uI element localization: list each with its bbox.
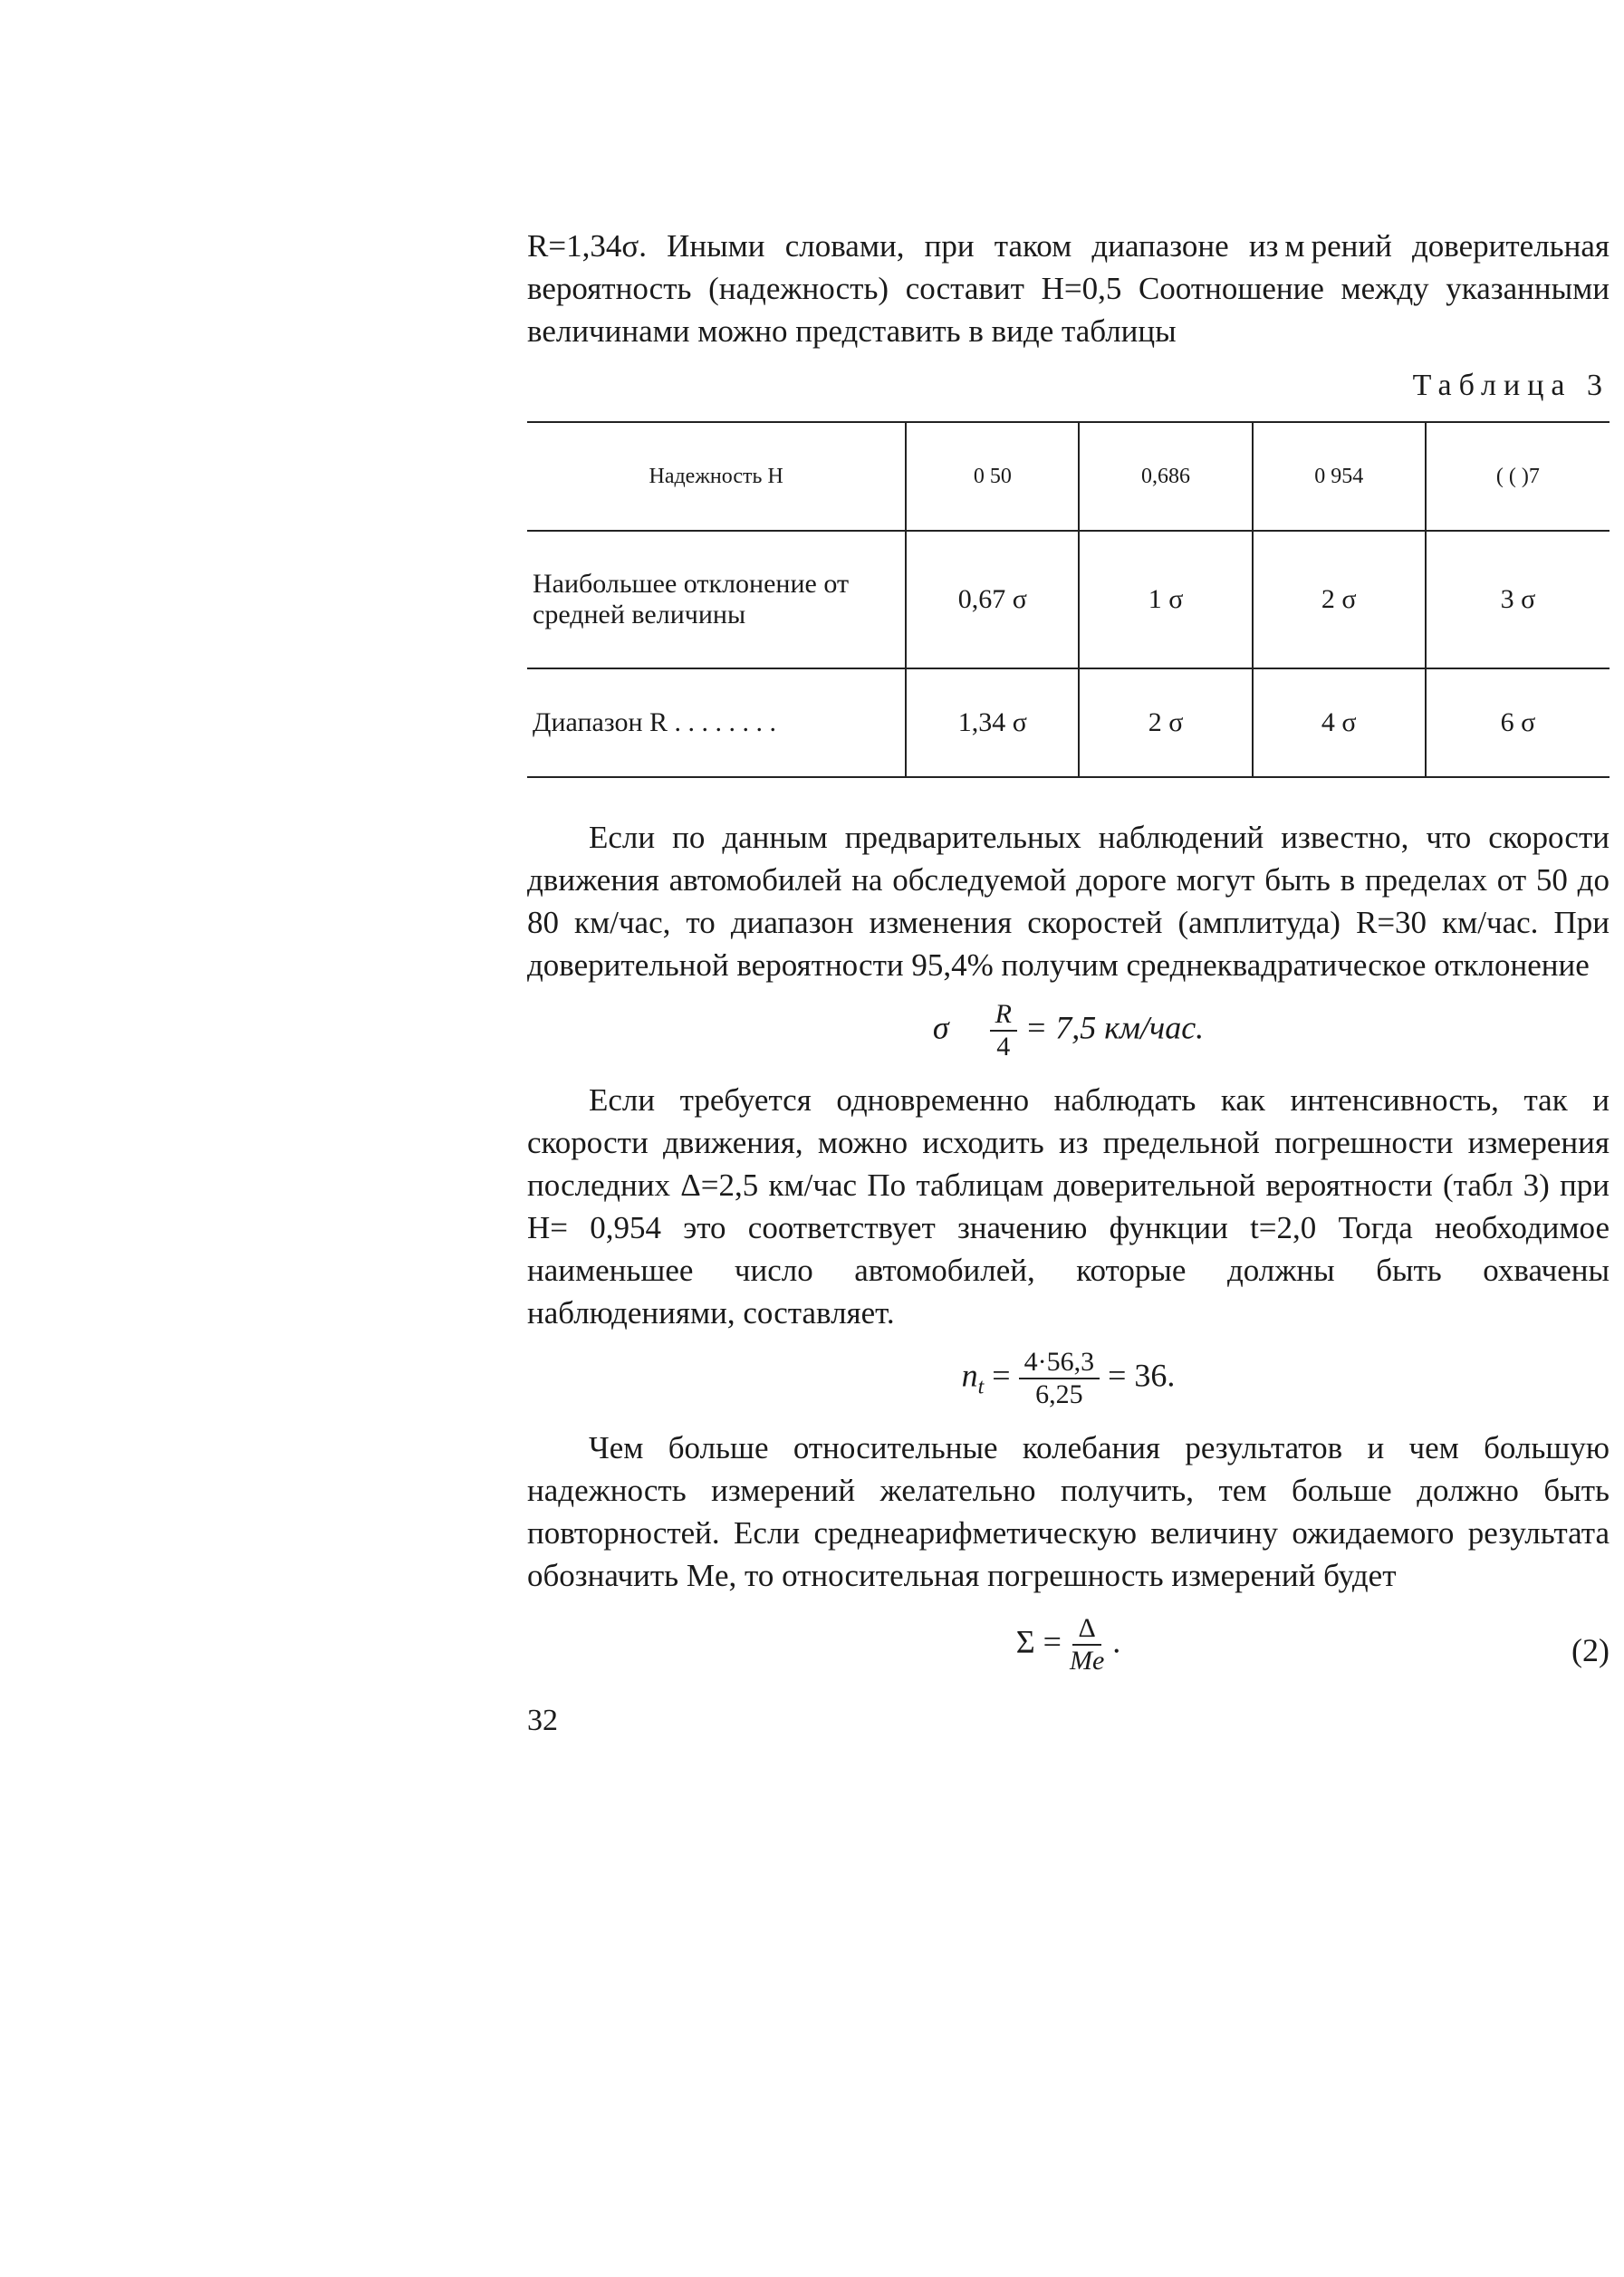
formula-right: . [1112,1623,1121,1660]
header-cell: 0,686 [1079,422,1252,531]
paragraph-3: Если требуется одновременно наблюдать как интенсивность, так и скорости движения, можно исходить из предельной погрешности измерения последних Δ=2,5 км/час По таблицам доверительной вероятности (табл 3) при H= 0,954 это соответствует значению функции t=2,0 Тогда необходимое наименьшее число автомобилей, которые должны быть охвачены наблюдениями, составляет. [527,1082,1610,1331]
formula-left: Σ = [1015,1623,1062,1660]
table-cell: 2 σ [1079,668,1252,777]
paragraph-4: Чем больше относительные колебания результатов и чем большую надежность измерений желательно получить, тем больше должно быть повторностей. Если среднеарифметическую величину ожидаемого результата обозначить Me, то относительная погрешность измерений будет [527,1430,1610,1593]
page [527,225,1610,1738]
table-row [527,668,1610,777]
paragraph-2: Если по данным предварительных наблюдений известно, что скорости движения автомобилей на обследуемой дороге могут быть в пределах от 50 до 80 км/час, то диапазон изменения скоростей (амплитуда) R=30 км/час. При доверительной вероятности 95,4% получим среднеквадратическое отклонение [527,820,1610,983]
table-row [527,531,1610,668]
formula-left: σ [932,1009,949,1046]
header-cell: ( ( )7 [1426,422,1610,531]
formula-n [527,1347,1610,1410]
paragraph-1: R=1,34σ. Иными словами, при таком диапазоне из м рений доверительная вероятность (надежность) составит H=0,5 Соотношение между указанными величинами можно представить в виде таблицы [527,228,1610,349]
table-cell: 3 σ [1426,531,1610,668]
fraction [990,999,1017,1062]
page-number: 32 [527,1704,558,1737]
fraction [1019,1347,1100,1410]
row-label: Диапазон R . . . . . . . . [527,668,906,777]
formula-eq: = [992,1357,1011,1394]
table-cell: 0,67 σ [906,531,1079,668]
fraction-denominator: 4 [996,1032,1011,1062]
table-cell: 2 σ [1253,531,1426,668]
table-header-row [527,422,1610,531]
fraction [1070,1613,1104,1677]
formula-right: = 7,5 км/час. [1024,1009,1205,1046]
fraction-numerator: 4·56,3 [1019,1347,1100,1379]
table-cell: 1,34 σ [906,668,1079,777]
fraction-numerator: R [990,999,1017,1032]
header-cell: Надежность H [649,464,783,488]
row-label: Наибольшее отклонение от средней величины [527,531,906,668]
header-cell: 0 50 [906,422,1079,531]
formula-left: n [961,1357,978,1394]
equation-number: (2) [1571,1632,1610,1668]
table-3 [527,421,1610,778]
header-cell: 0 954 [1253,422,1426,531]
table-caption: Таблица 3 [1412,369,1610,402]
formula-subscript: t [977,1375,985,1399]
formula-right: = 36. [1108,1357,1176,1394]
fraction-numerator: Δ [1072,1613,1100,1646]
fraction-denominator: 6,25 [1035,1379,1083,1409]
table-cell: 6 σ [1426,668,1610,777]
formula-sigma [527,999,1610,1062]
formula-relative-error [527,1613,1610,1677]
fraction-denominator: Me [1069,1646,1105,1676]
table-cell: 4 σ [1253,668,1426,777]
table-cell: 1 σ [1079,531,1252,668]
